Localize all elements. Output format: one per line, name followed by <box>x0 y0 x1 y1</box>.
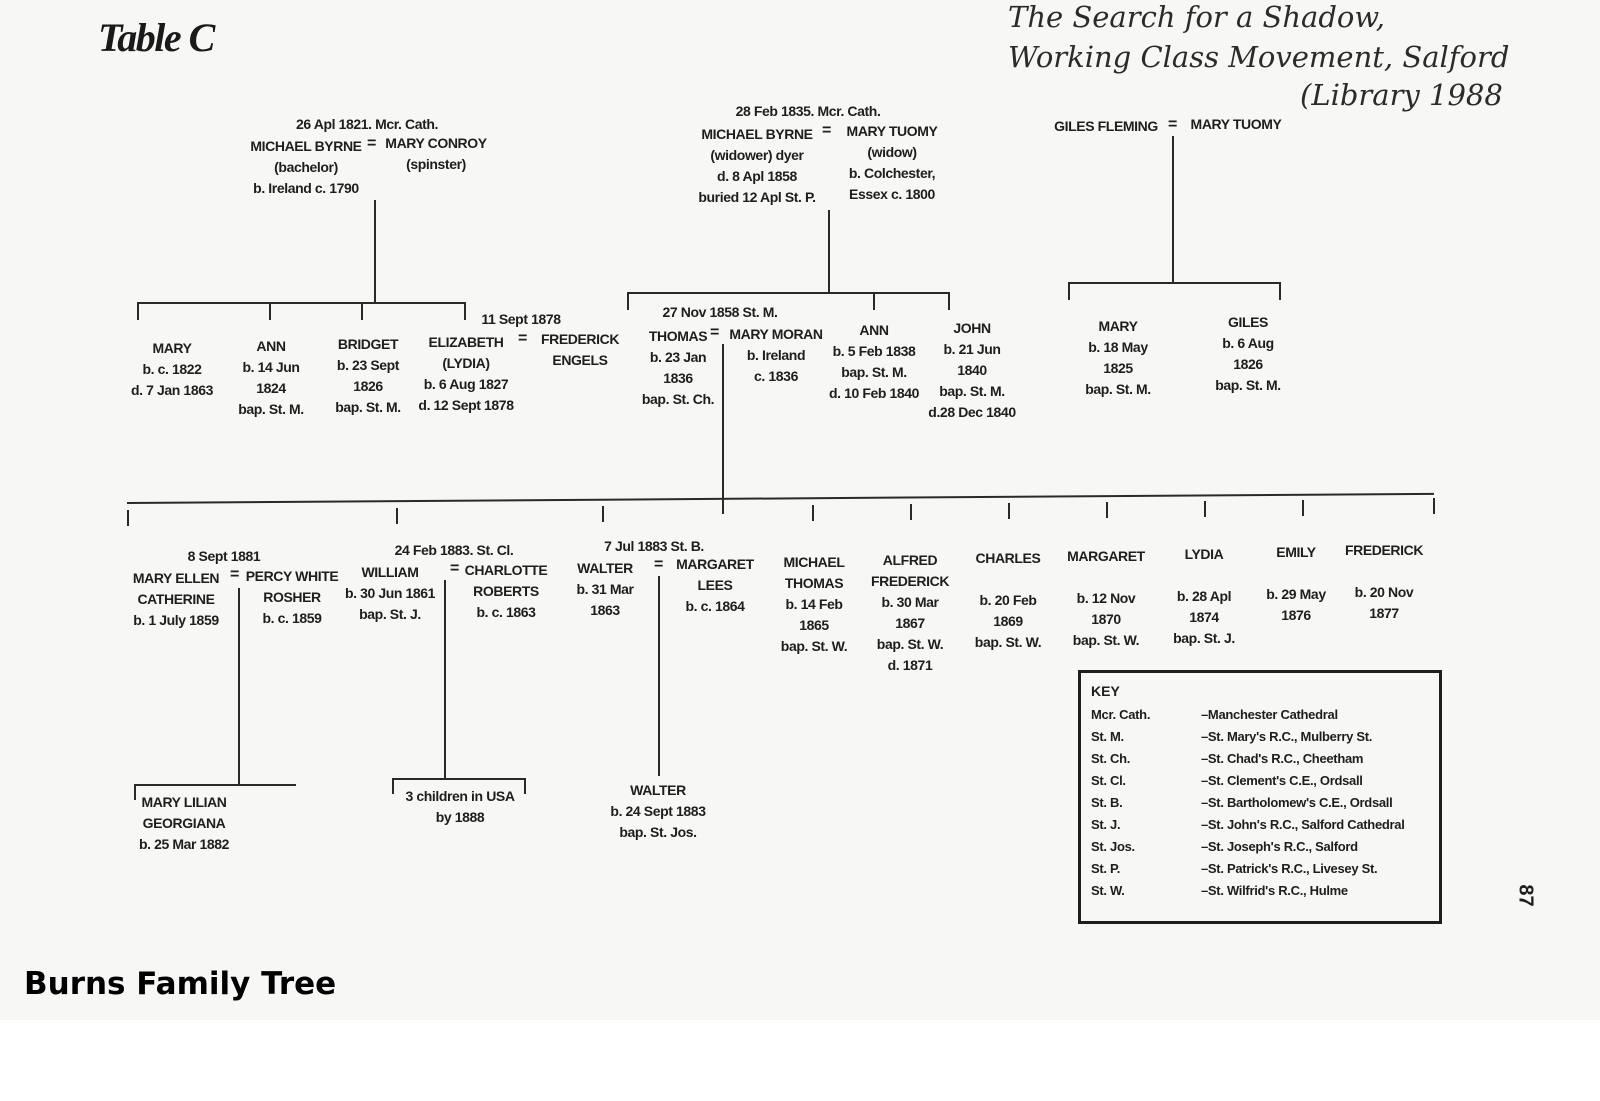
sibling-line <box>127 493 1434 504</box>
key-church-name: –St. John's R.C., Salford Cathedral <box>1201 817 1405 832</box>
person-giles-fleming: GILES FLEMING <box>1054 118 1158 134</box>
descent-line <box>722 344 724 514</box>
child-tick <box>137 302 139 320</box>
person-michael-byrne-1: MICHAEL BYRNE (bachelor) b. Ireland c. 1790 <box>250 138 362 196</box>
descent-line <box>444 580 446 778</box>
key-church-name: –St. Joseph's R.C., Salford <box>1201 839 1358 854</box>
child-tick <box>1302 500 1304 516</box>
key-abbreviation: Mcr. Cath. <box>1091 707 1151 722</box>
descent-line <box>658 576 660 776</box>
child-tick <box>269 302 271 320</box>
key-church-name: –St. Clement's C.E., Ordsall <box>1201 773 1363 788</box>
child-tick <box>1008 503 1010 519</box>
person-mary-ellen-catherine: MARY ELLEN CATHERINE b. 1 July 1859 <box>132 570 220 628</box>
person-william-byrne: WILLIAM b. 30 Jun 1861 bap. St. J. <box>344 564 436 622</box>
key-legend <box>1078 670 1442 924</box>
child-tick <box>396 508 398 524</box>
person-john-byrne: JOHN b. 21 Jun 1840 bap. St. M. d.28 Dec 1840 <box>928 320 1016 420</box>
child-tick <box>464 302 466 320</box>
child-tick <box>812 505 814 521</box>
person-frederick-engels: FREDERICK ENGELS <box>540 331 620 368</box>
key-church-name: –St. Patrick's R.C., Livesey St. <box>1201 861 1378 876</box>
key-abbreviation: St. Cl. <box>1091 773 1126 788</box>
child-tick <box>392 778 394 794</box>
person-margaret: MARGARET b. 12 Nov 1870 bap. St. W. <box>1067 548 1145 648</box>
table-title: Table C <box>98 15 214 60</box>
key-abbreviation: St. P. <box>1091 861 1121 876</box>
person-walter-byrne: WALTER b. 31 Mar 1863 <box>576 560 634 618</box>
person-michael-byrne-2: MICHAEL BYRNE (widower) dyer d. 8 Apl 1858 buried 12 Apl St. P. <box>698 126 816 205</box>
person-giles-fleming-jr: GILES b. 6 Aug 1826 bap. St. M. <box>1215 314 1281 393</box>
child-tick <box>627 292 629 310</box>
note-usa-children: 3 children in USA by 1888 <box>405 788 515 825</box>
marriage-walter-lees: 7 Jul 1883 St. B. <box>604 538 704 554</box>
person-mary-moran: MARY MORAN b. Ireland c. 1836 <box>729 326 823 384</box>
person-mary-lilian-georgiana: MARY LILIAN GEORGIANA b. 25 Mar 1882 <box>138 794 230 852</box>
child-tick <box>1204 501 1206 517</box>
key-abbreviation: St. M. <box>1091 729 1124 744</box>
key-abbreviation: St. W. <box>1091 883 1125 898</box>
marriage-sign: = <box>1168 116 1178 133</box>
person-michael-thomas: MICHAEL THOMAS b. 14 Feb 1865 bap. St. W. <box>780 554 848 654</box>
handwritten-note-line-1: The Search for a Shadow, <box>1008 0 1385 34</box>
person-mary-tuomy-fleming: MARY TUOMY <box>1190 116 1282 132</box>
person-mary-tuomy: MARY TUOMY (widow) b. Colchester, Essex c. 1800 <box>846 123 938 202</box>
child-tick <box>602 506 604 522</box>
child-tick <box>948 292 950 310</box>
key-title: KEY <box>1091 683 1120 699</box>
child-tick <box>873 292 875 310</box>
key-church-name: –St. Mary's R.C., Mulberry St. <box>1201 729 1373 744</box>
person-ann-byrne-2: ANN b. 5 Feb 1838 bap. St. M. d. 10 Feb 1840 <box>828 322 920 401</box>
sibling-line <box>137 302 465 304</box>
child-tick <box>910 504 912 520</box>
handwritten-note-line-2: Working Class Movement, Salford <box>1008 40 1510 74</box>
person-charles: CHARLES b. 20 Feb 1869 bap. St. W. <box>974 550 1042 650</box>
descent-line <box>1172 136 1174 284</box>
key-abbreviation: St. Jos. <box>1091 839 1135 854</box>
person-margaret-lees: MARGARET LEES b. c. 1864 <box>676 556 754 614</box>
sibling-line <box>134 784 296 786</box>
key-church-name: –St. Chad's R.C., Cheetham <box>1201 751 1364 766</box>
person-mary-fleming: MARY b. 18 May 1825 bap. St. M. <box>1085 318 1151 397</box>
marriage-sign: = <box>367 135 377 152</box>
sibling-line <box>1068 282 1280 284</box>
person-thomas-byrne: THOMAS b. 23 Jan 1836 bap. St. Ch. <box>641 328 715 407</box>
marriage-sign: = <box>654 556 664 573</box>
key-church-name: –St. Wilfrid's R.C., Hulme <box>1201 883 1348 898</box>
marriage-sign: = <box>822 122 832 139</box>
person-charlotte-roberts: CHARLOTTE ROBERTS b. c. 1863 <box>464 562 548 620</box>
child-tick <box>1106 502 1108 518</box>
descent-line <box>374 200 376 304</box>
figure-caption: Burns Family Tree <box>24 966 337 1002</box>
marriage-sign: = <box>710 324 720 341</box>
marriage-sign: = <box>230 566 240 583</box>
key-church-name: –St. Bartholomew's C.E., Ordsall <box>1201 795 1393 810</box>
descent-line <box>238 588 240 784</box>
marriage-william-roberts: 24 Feb 1883. St. Cl. <box>394 542 514 558</box>
person-frederick: FREDERICK b. 20 Nov 1877 <box>1344 542 1424 621</box>
child-tick <box>1279 282 1281 300</box>
person-lydia: LYDIA b. 28 Apl 1874 bap. St. J. <box>1173 546 1235 646</box>
person-percy-white-rosher: PERCY WHITE ROSHER b. c. 1859 <box>245 568 339 626</box>
key-abbreviation: St. B. <box>1091 795 1123 810</box>
child-tick <box>524 778 526 794</box>
page-number: 87 <box>1514 884 1537 907</box>
marriage-byrne-tuomy: 28 Feb 1835. Mcr. Cath. <box>735 103 881 119</box>
sibling-line <box>392 778 526 780</box>
child-tick <box>1433 498 1435 514</box>
person-emily: EMILY b. 29 May 1876 <box>1266 544 1326 623</box>
marriage-sign: = <box>450 560 460 577</box>
marriage-byrne-conroy: 26 Apl 1821. Mcr. Cath. <box>295 116 439 132</box>
key-abbreviation: St. Ch. <box>1091 751 1131 766</box>
person-mary-conroy: MARY CONROY (spinster) <box>385 135 487 172</box>
marriage-sign: = <box>518 330 528 347</box>
child-tick <box>361 302 363 320</box>
handwritten-note-line-3: (Library 1988 <box>1300 78 1503 112</box>
child-tick <box>134 784 136 800</box>
marriage-mary-ellen-rosher: 8 Sept 1881 <box>187 548 261 564</box>
person-walter-byrne-jr: WALTER b. 24 Sept 1883 bap. St. Jos. <box>610 782 706 840</box>
key-abbreviation: St. J. <box>1091 817 1121 832</box>
child-tick <box>127 510 129 526</box>
person-alfred-frederick: ALFRED FREDERICK b. 30 Mar 1867 bap. St. W. d. 1871 <box>870 552 950 673</box>
person-ann-byrne: ANN b. 14 Jun 1824 bap. St. M. <box>238 338 304 417</box>
person-mary-byrne: MARY b. c. 1822 d. 7 Jan 1863 <box>131 340 213 398</box>
person-elizabeth-byrne: ELIZABETH (LYDIA) b. 6 Aug 1827 d. 12 Sept 1878 <box>418 334 514 413</box>
marriage-elizabeth-engels: 11 Sept 1878 <box>481 311 561 327</box>
descent-line <box>828 210 830 294</box>
person-bridget-byrne: BRIDGET b. 23 Sept 1826 bap. St. M. <box>335 336 401 415</box>
sibling-line <box>627 292 949 294</box>
marriage-thomas-moran: 27 Nov 1858 St. M. <box>662 304 778 320</box>
child-tick <box>1068 282 1070 300</box>
key-church-name: –Manchester Cathedral <box>1201 707 1338 722</box>
